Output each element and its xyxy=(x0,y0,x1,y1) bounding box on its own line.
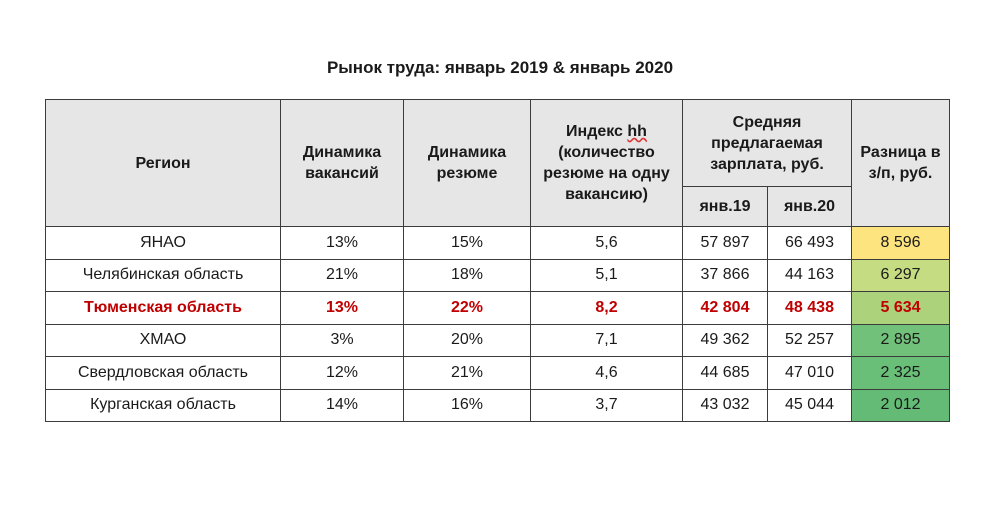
cell-hh-index: 3,7 xyxy=(531,389,683,422)
header-vacancies: Динамика вакансий xyxy=(281,100,404,227)
cell-vacancies: 3% xyxy=(281,324,404,357)
table-row xyxy=(46,227,950,260)
cell-region: Челябинская область xyxy=(46,259,281,292)
cell-salary-2019: 37 866 xyxy=(683,259,768,292)
cell-hh-index: 5,6 xyxy=(531,227,683,260)
cell-vacancies: 12% xyxy=(281,357,404,390)
cell-salary-2020: 48 438 xyxy=(768,292,852,325)
cell-resumes: 21% xyxy=(404,357,531,390)
cell-diff: 2 012 xyxy=(852,389,950,422)
header-hh-index-prefix: Индекс xyxy=(566,123,623,140)
table-body xyxy=(46,227,950,422)
cell-salary-2020: 44 163 xyxy=(768,259,852,292)
cell-diff: 5 634 xyxy=(852,292,950,325)
cell-hh-index: 8,2 xyxy=(531,292,683,325)
cell-salary-2020: 52 257 xyxy=(768,324,852,357)
cell-hh-index: 4,6 xyxy=(531,357,683,390)
cell-resumes: 16% xyxy=(404,389,531,422)
cell-region: ЯНАО xyxy=(46,227,281,260)
cell-salary-2019: 42 804 xyxy=(683,292,768,325)
cell-region: ХМАО xyxy=(46,324,281,357)
cell-diff: 2 325 xyxy=(852,357,950,390)
cell-region: Курганская область xyxy=(46,389,281,422)
cell-resumes: 22% xyxy=(404,292,531,325)
cell-resumes: 20% xyxy=(404,324,531,357)
cell-salary-2019: 44 685 xyxy=(683,357,768,390)
cell-diff: 6 297 xyxy=(852,259,950,292)
table-row xyxy=(46,324,950,357)
table-row xyxy=(46,292,950,325)
cell-salary-2019: 57 897 xyxy=(683,227,768,260)
labor-market-table xyxy=(45,99,950,422)
cell-region: Свердловская область xyxy=(46,357,281,390)
cell-salary-2019: 49 362 xyxy=(683,324,768,357)
cell-vacancies: 13% xyxy=(281,292,404,325)
header-salary-2020: янв.20 xyxy=(768,187,852,227)
cell-diff: 2 895 xyxy=(852,324,950,357)
header-hh-index-rest: (количество резюме на одну вакансию) xyxy=(543,144,670,203)
cell-salary-2020: 47 010 xyxy=(768,357,852,390)
header-hh-index xyxy=(531,100,683,227)
cell-salary-2020: 45 044 xyxy=(768,389,852,422)
cell-diff: 8 596 xyxy=(852,227,950,260)
header-resumes: Динамика резюме xyxy=(404,100,531,227)
header-salary: Средняя предлагаемая зарплата, руб. xyxy=(683,100,852,187)
table-row xyxy=(46,259,950,292)
cell-hh-index: 7,1 xyxy=(531,324,683,357)
header-diff: Разница в з/п, руб. xyxy=(852,100,950,227)
cell-vacancies: 14% xyxy=(281,389,404,422)
cell-salary-2019: 43 032 xyxy=(683,389,768,422)
cell-vacancies: 13% xyxy=(281,227,404,260)
table-row xyxy=(46,357,950,390)
table-row xyxy=(46,389,950,422)
cell-region: Тюменская область xyxy=(46,292,281,325)
header-region: Регион xyxy=(46,100,281,227)
cell-salary-2020: 66 493 xyxy=(768,227,852,260)
header-hh-index-word: hh xyxy=(627,123,647,140)
cell-resumes: 15% xyxy=(404,227,531,260)
cell-hh-index: 5,1 xyxy=(531,259,683,292)
chart-title: Рынок труда: январь 2019 & январь 2020 xyxy=(326,58,674,77)
header-salary-2019: янв.19 xyxy=(683,187,768,227)
cell-resumes: 18% xyxy=(404,259,531,292)
cell-vacancies: 21% xyxy=(281,259,404,292)
